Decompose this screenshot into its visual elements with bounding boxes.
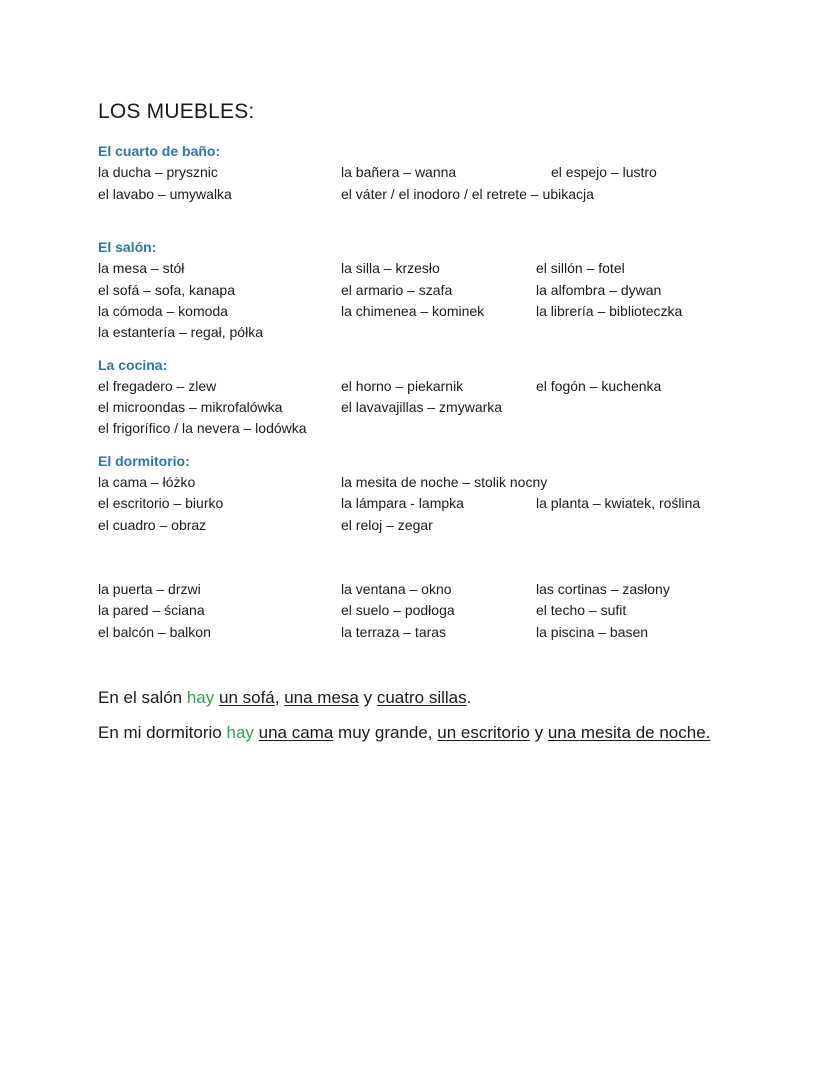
section-heading-bano: El cuarto de baño: [98,143,221,159]
vocab-item: el balcón – balkon [98,624,211,640]
vocab-item: el microondas – mikrofalówka [98,399,283,415]
vocab-item: la cama – łóżko [98,474,196,490]
vocab-item: el cuadro – obraz [98,517,207,533]
vocab-item: el armario – szafa [341,282,453,298]
vocab-item: el horno – piekarnik [341,378,464,394]
underlined-noun: cuatro sillas [376,688,467,707]
sentence-text: y [529,723,548,742]
sentence-text: En mi dormitorio [98,723,227,742]
vocab-item: el váter / el inodoro / el retrete – ubikacja [341,186,594,202]
vocab-item: la puerta – drzwi [98,581,201,597]
sentence-text: y [358,688,377,707]
page-title: LOS MUEBLES: [98,100,255,123]
section-heading-salon: El salón: [98,239,157,255]
vocab-item: la cómoda – komoda [98,303,228,319]
section-heading-dormitorio: El dormitorio: [98,453,190,469]
vocab-item: el espejo – lustro [551,164,657,180]
vocab-item: el fogón – kuchenka [536,378,662,394]
sentence-text: . [466,688,472,707]
vocab-item: la pared – ściana [98,602,205,618]
vocab-item: la estantería – regał, półka [98,324,263,340]
vocab-item: el sillón – fotel [536,260,625,276]
vocab-item: el reloj – zegar [341,517,433,533]
vocab-item: las cortinas – zasłony [536,581,670,597]
vocab-item: la ducha – prysznic [98,164,218,180]
vocab-item: el frigorífico / la nevera – lodówka [98,420,307,436]
underlined-noun: un sofá [219,688,275,707]
vocab-item: la alfombra – dywan [536,282,662,298]
vocab-item: el lavabo – umywalka [98,186,232,202]
sentence-text: En el salón [98,688,187,707]
underlined-noun: una mesa [284,688,359,707]
vocab-item: la mesa – stół [98,260,185,276]
vocab-item: el fregadero – zlew [98,378,217,394]
underlined-noun: una mesita de noche. [547,723,711,742]
keyword-hay: hay [226,723,254,742]
vocab-item: la mesita de noche – stolik nocny [341,474,548,490]
underlined-noun: una cama [258,723,334,742]
section-heading-cocina: La cocina: [98,357,168,373]
vocab-item: el sofá – sofa, kanapa [98,282,235,298]
vocab-item: la planta – kwiatek, roślina [536,495,701,511]
vocab-item: el techo – sufit [536,602,627,618]
vocab-item: la ventana – okno [341,581,452,597]
sentence-text: , [274,688,285,707]
vocab-item: la piscina – basen [536,624,649,640]
vocab-item: la silla – krzesło [341,260,440,276]
vocab-item: el escritorio – biurko [98,495,224,511]
vocab-item: la lámpara - lampka [341,495,464,511]
vocab-item: la bañera – wanna [341,164,457,180]
sentence-text: muy grande, [333,723,438,742]
vocab-item: la chimenea – kominek [341,303,485,319]
vocab-item: la librería – biblioteczka [536,303,683,319]
example-sentence-1 [98,688,471,708]
vocab-item: el lavavajillas – zmywarka [341,399,503,415]
vocab-item: el suelo – podłoga [341,602,455,618]
keyword-hay: hay [186,688,215,707]
vocab-item: la terraza – taras [341,624,447,640]
example-sentence-2 [98,723,710,743]
underlined-noun: un escritorio [437,723,530,742]
